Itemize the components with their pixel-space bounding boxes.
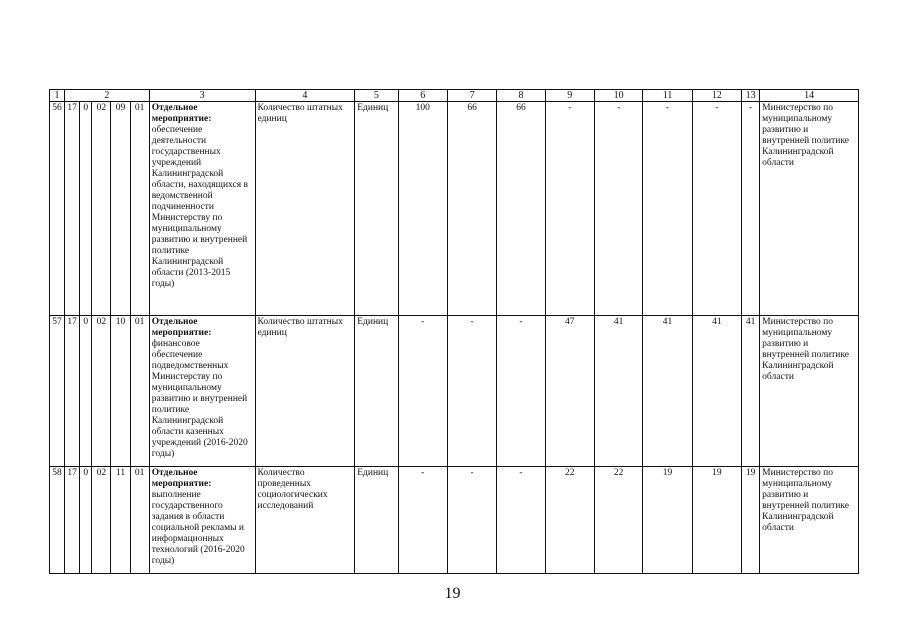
value-col-9: 22 — [545, 467, 594, 574]
header-col-1: 1 — [50, 90, 65, 102]
row-number: 56 — [50, 102, 65, 316]
code-direction: 01 — [130, 316, 149, 467]
row-number: 58 — [50, 467, 65, 574]
code-direction: 01 — [130, 102, 149, 316]
header-col-6: 6 — [398, 90, 447, 102]
code-subprogram: 0 — [80, 467, 92, 574]
event-cell — [149, 467, 255, 574]
executor: Министерство по муниципальному развитию и внутренней политике Калининградской области — [760, 102, 859, 316]
value-col-6: 100 — [398, 102, 447, 316]
header-col-11: 11 — [643, 90, 692, 102]
value-col-12: 41 — [692, 316, 741, 467]
table-row — [50, 316, 859, 467]
value-col-9: 47 — [545, 316, 594, 467]
row-number: 57 — [50, 316, 65, 467]
code-event: 09 — [111, 102, 130, 316]
unit-of-measure: Единиц — [355, 467, 398, 574]
event-cell — [149, 102, 255, 316]
value-col-7: - — [447, 316, 496, 467]
header-col-10: 10 — [594, 90, 642, 102]
page-number: 19 — [444, 585, 461, 602]
value-col-10: 41 — [594, 316, 642, 467]
code-group: 02 — [92, 102, 111, 316]
indicator-name: Количество штатных единиц — [255, 102, 355, 316]
event-description: выполнение государственного задания в области социальной рекламы и информационных технологий (2016-2020 годы) — [151, 490, 245, 566]
value-col-7: 66 — [447, 102, 496, 316]
value-col-9: - — [545, 102, 594, 316]
header-col-12: 12 — [692, 90, 741, 102]
code-event: 10 — [111, 316, 130, 467]
indicator-name: Количество проведенных социологических исследований — [255, 467, 355, 574]
table-row — [50, 102, 859, 316]
header-col-9: 9 — [545, 90, 594, 102]
indicator-name: Количество штатных единиц — [255, 316, 355, 467]
value-col-11: - — [643, 102, 692, 316]
value-col-13: 41 — [742, 316, 760, 467]
header-col-3: 3 — [149, 90, 255, 102]
header-col-13: 13 — [742, 90, 760, 102]
header-row — [50, 90, 859, 102]
value-col-11: 41 — [643, 316, 692, 467]
value-col-13: 19 — [742, 467, 760, 574]
header-col-14: 14 — [760, 90, 859, 102]
event-title: Отдельное мероприятие: — [151, 103, 212, 124]
event-description: обеспечение деятельности государственных учреждений Калининградской области, находящихся в ведомственной подчиненности Министерству по муниципальному развитию и внутренней политике Калининградской области (2013-2015 годы) — [151, 125, 248, 289]
value-col-8: - — [497, 467, 545, 574]
header-col-7: 7 — [447, 90, 496, 102]
code-program: 17 — [65, 467, 80, 574]
unit-of-measure: Единиц — [355, 102, 398, 316]
header-col-2: 2 — [65, 90, 150, 102]
code-event: 11 — [111, 467, 130, 574]
value-col-6: - — [398, 467, 447, 574]
unit-of-measure: Единиц — [355, 316, 398, 467]
event-title: Отдельное мероприятие: — [151, 317, 212, 338]
code-group: 02 — [92, 467, 111, 574]
value-col-11: 19 — [643, 467, 692, 574]
code-program: 17 — [65, 316, 80, 467]
header-col-8: 8 — [497, 90, 545, 102]
event-cell — [149, 316, 255, 467]
code-program: 17 — [65, 102, 80, 316]
value-col-10: - — [594, 102, 642, 316]
executor: Министерство по муниципальному развитию и внутренней политике Калининградской области — [760, 316, 859, 467]
value-col-6: - — [398, 316, 447, 467]
event-title: Отдельное мероприятие: — [151, 468, 212, 489]
code-group: 02 — [92, 316, 111, 467]
value-col-10: 22 — [594, 467, 642, 574]
header-col-4: 4 — [255, 90, 355, 102]
value-col-8: - — [497, 316, 545, 467]
table-row — [50, 467, 859, 574]
value-col-7: - — [447, 467, 496, 574]
code-subprogram: 0 — [80, 102, 92, 316]
program-indicators-table — [49, 89, 859, 574]
code-direction: 01 — [130, 467, 149, 574]
executor: Министерство по муниципальному развитию и внутренней политике Калининградской области — [760, 467, 859, 574]
header-col-5: 5 — [355, 90, 398, 102]
value-col-12: 19 — [692, 467, 741, 574]
event-description: финансовое обеспечение подведомственных Министерству по муниципальному развитию и внутренней политике Калининградской области казенных учреждений (2016-2020 годы) — [151, 339, 248, 459]
value-col-13: - — [742, 102, 760, 316]
code-subprogram: 0 — [80, 316, 92, 467]
value-col-12: - — [692, 102, 741, 316]
value-col-8: 66 — [497, 102, 545, 316]
